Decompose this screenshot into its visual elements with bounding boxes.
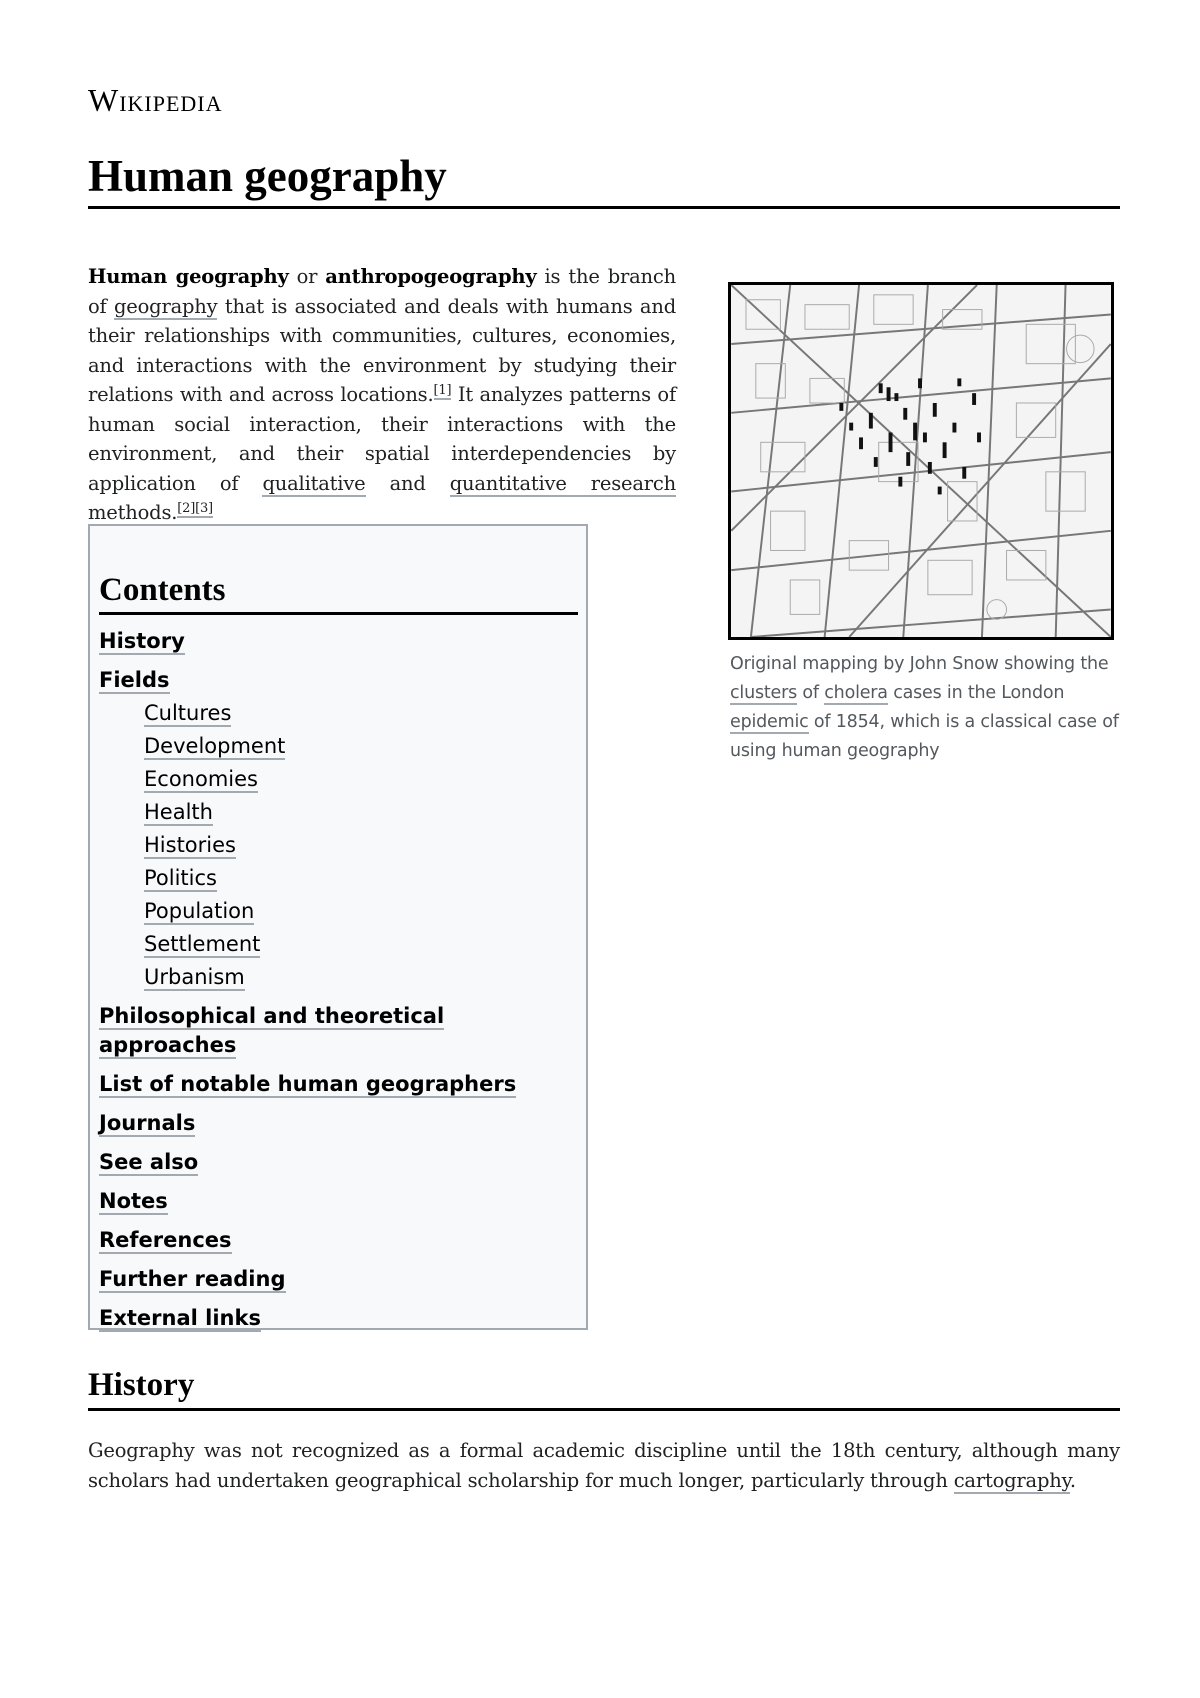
citation-1[interactable]: [1] [433,383,452,398]
toc-item [99,1002,578,1060]
text: cases in the London [887,683,1065,703]
toc-sublist [99,699,578,992]
toc-item [99,1148,578,1177]
toc-link[interactable]: Urbanism [144,965,245,989]
toc-link[interactable]: Politics [144,866,217,890]
toc-link[interactable]: Cultures [144,701,232,725]
text: . [1069,1469,1076,1492]
toc-link[interactable]: Settlement [144,932,261,956]
toc-link[interactable]: Journals [99,1111,196,1135]
link-cartography[interactable]: cartography [953,1469,1070,1492]
toc-item-fields [99,666,578,992]
text: or [288,265,326,288]
toc-link[interactable]: Further reading [99,1267,286,1291]
toc-link[interactable]: See also [99,1150,199,1174]
citation-3[interactable]: [3] [195,501,213,516]
section-heading-history: History [88,1364,1120,1411]
wikipedia-wordmark[interactable]: Wikipedia [88,82,223,118]
link-epidemic[interactable]: epidemic [730,712,809,732]
toc-item [99,1070,578,1099]
toc-item [99,1265,578,1294]
text: that is associated and deals with humans and their relationships with communities, cultures, economies, and interactions with the environment by studying their relations with and across locations. [88,294,676,406]
citation-2[interactable]: [2] [177,501,196,516]
link-cholera[interactable]: cholera [824,683,888,703]
link-clusters[interactable]: clusters [730,683,798,703]
toc-subitem [144,732,578,761]
toc-link[interactable]: Development [144,734,286,758]
toc-link[interactable]: History [99,629,185,653]
toc-link[interactable]: Population [144,899,255,923]
toc-subitem [144,963,578,992]
toc-subitem [144,798,578,827]
text: and [365,471,450,495]
toc-link[interactable]: References [99,1228,232,1252]
page-title: Human geography [88,150,1120,209]
text: is the branch of [88,265,676,318]
toc-subitem [144,864,578,893]
toc-subitem [144,897,578,926]
lead-paragraph [88,262,676,528]
toc-link[interactable]: List of notable human geographers [99,1072,517,1096]
link-quantitative-research[interactable]: quantitative research [449,471,676,495]
link-geography[interactable]: geography [114,294,218,318]
toc-link[interactable]: Notes [99,1189,168,1213]
toc-link[interactable]: Histories [144,833,236,857]
toc-item [99,1304,578,1333]
toc-subitem [144,699,578,728]
toc-item-history [99,627,578,656]
toc-subitem [144,831,578,860]
text: methods. [88,501,178,524]
toc-item [99,1226,578,1255]
link-qualitative[interactable]: qualitative [262,471,366,495]
toc-link[interactable]: Economies [144,767,258,791]
toc-item [99,1187,578,1216]
toc-link[interactable]: Philosophical and theoretical approaches [99,1004,445,1057]
infobox-figure [722,282,1120,766]
toc-subitem [144,765,578,794]
text: of [797,683,825,703]
history-paragraph [88,1436,1120,1496]
toc-list [99,627,578,1333]
text: Original mapping by John Snow showing the [730,654,1109,674]
toc-title: Contents [99,570,578,615]
bold-term: anthropogeography [325,265,537,288]
toc-link[interactable]: External links [99,1306,261,1330]
toc-subitem [144,930,578,959]
table-of-contents [88,524,588,1330]
bold-term: Human geography [88,265,289,288]
cholera-map-image[interactable] [728,282,1114,640]
toc-link[interactable]: Health [144,800,213,824]
text: Geography was not recognized as a formal academic discipline until the 18th century, although many scholars had undertaken geographical scholarship for much longer, particularly through [88,1439,1120,1492]
figure-caption [730,650,1120,766]
text: of 1854, which is a classical case of using human geography [730,712,1119,761]
toc-link[interactable]: Fields [99,668,170,692]
text: It analyzes patterns of human social interaction, their interactions with the environment, and their spatial interdependencies by application of [88,383,676,495]
toc-item [99,1109,578,1138]
